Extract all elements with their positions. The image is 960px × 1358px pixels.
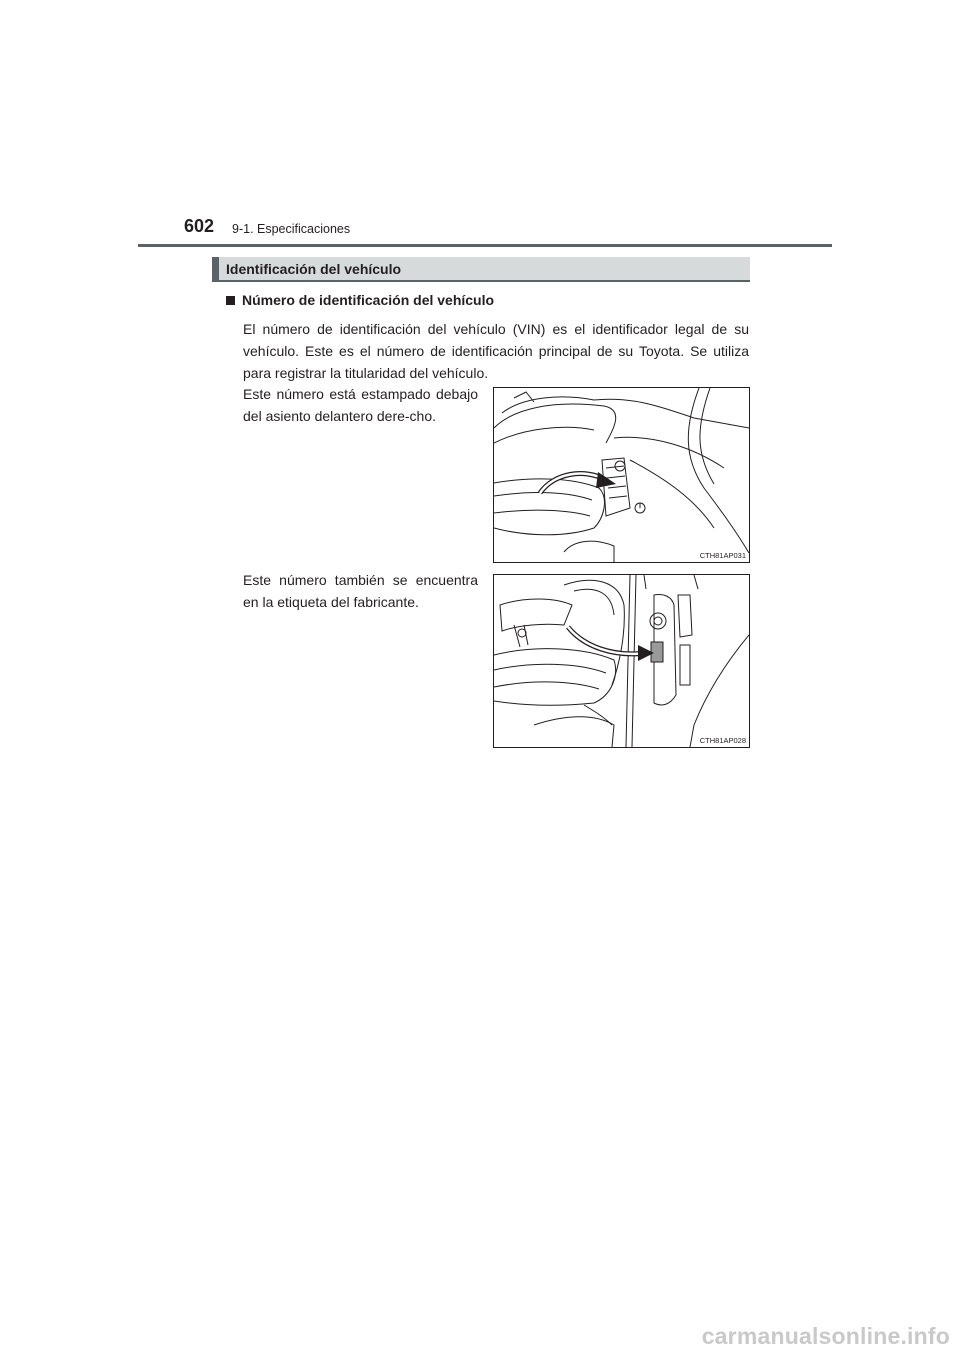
subheading-text: Número de identificación del vehículo	[242, 292, 495, 308]
door-pillar-illustration	[494, 575, 749, 747]
figure-2-code: CTH81AP028	[699, 736, 746, 745]
figure-2-caption-text: Este número también se encuentra en la etiqueta del fabricante.	[243, 572, 478, 610]
figure-1-code: CTH81AP031	[699, 551, 746, 560]
page-number: 602	[184, 216, 215, 236]
square-bullet-icon	[226, 296, 235, 305]
section-path: 9-1. Especificaciones	[232, 222, 351, 236]
watermark: carmanualsonline.info	[701, 1323, 950, 1349]
intro-paragraph: El número de identificación del vehículo (VIN) es el identificador legal de su vehículo. Este es el número de identificación principal de su Toyota. Se utiliza para registrar la titularidad del vehículo.	[243, 321, 749, 381]
section-title: Identificación del vehículo	[226, 261, 402, 277]
seat-floor-illustration	[494, 388, 749, 562]
title-bar-tab	[212, 257, 219, 280]
subheading	[226, 292, 494, 308]
header-rule	[138, 244, 832, 247]
section-title-bar	[212, 257, 750, 282]
figure-1-caption-text: Este número está estampado debajo del asiento delantero dere-cho.	[243, 386, 478, 424]
figure-2-illustration	[493, 574, 750, 748]
figure-1-illustration	[493, 387, 750, 563]
